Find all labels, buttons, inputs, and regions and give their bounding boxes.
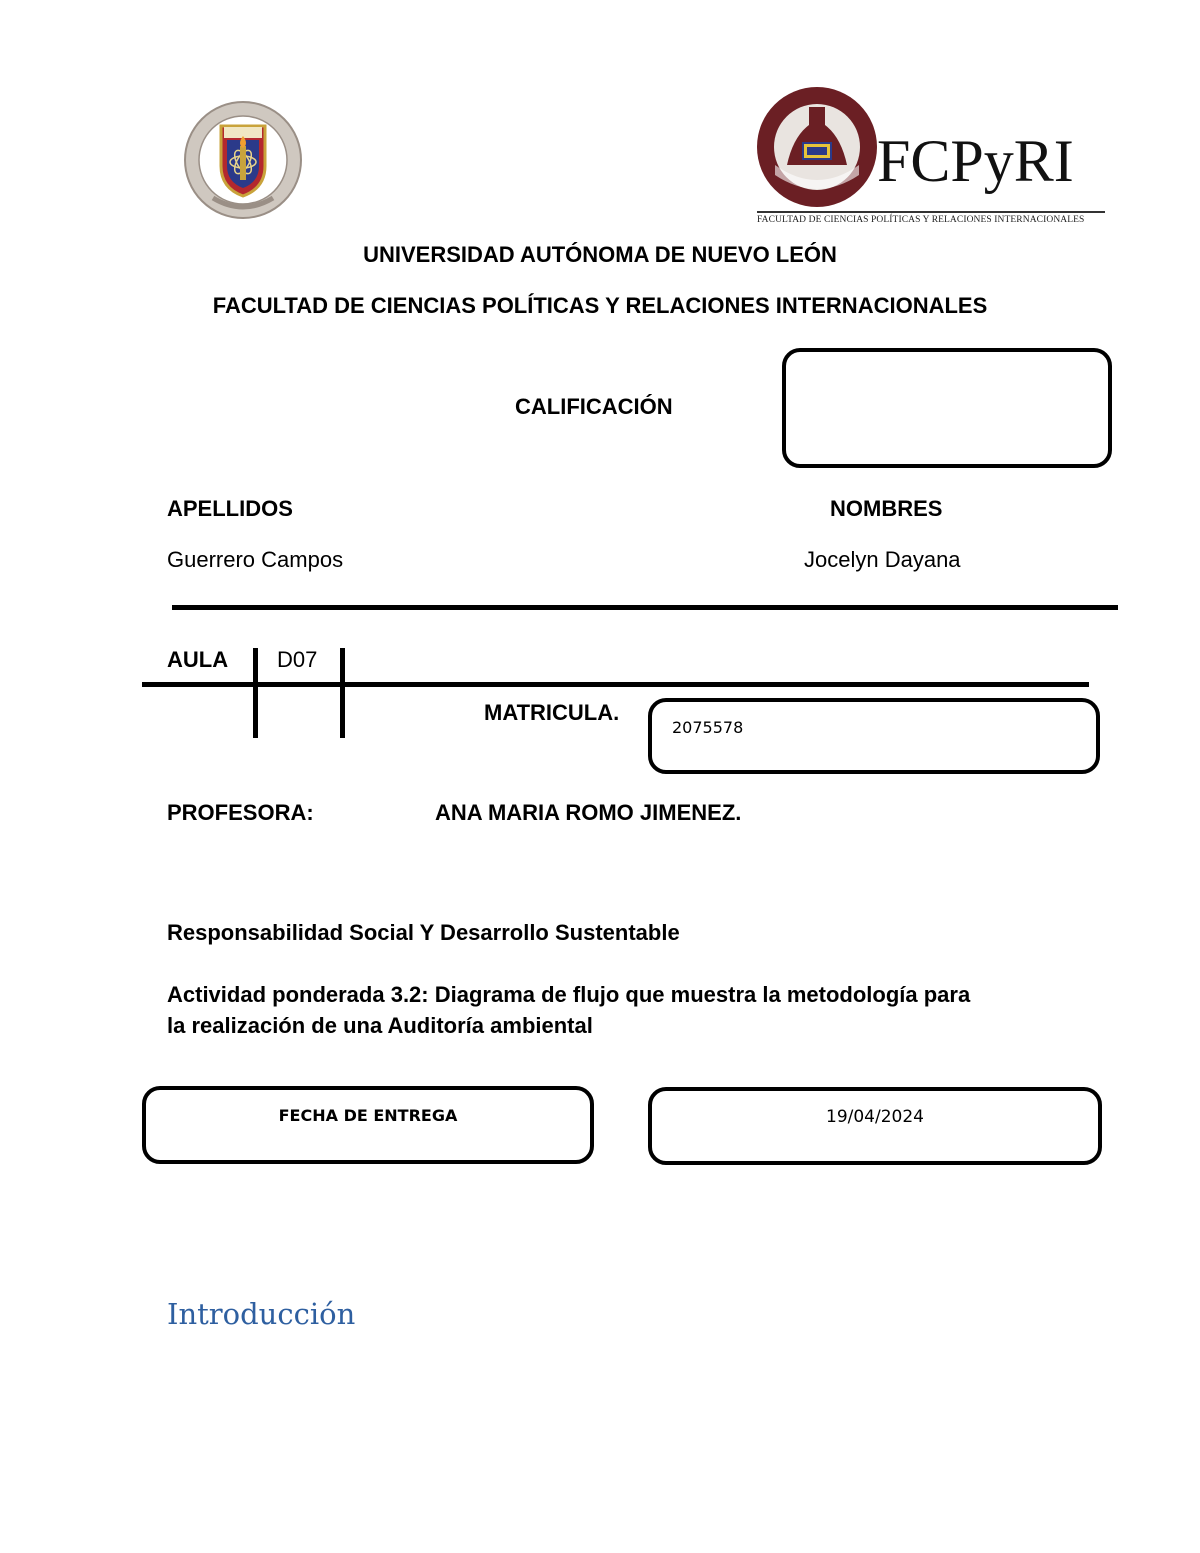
fcpyri-subtitle: FACULTAD DE CIENCIAS POLÍTICAS Y RELACIONES INTERNACIONALES — [757, 215, 1085, 225]
teacher-label: PROFESORA: — [167, 800, 314, 825]
fcpyri-divider — [757, 211, 1105, 213]
id-number-label: MATRICULA. — [484, 700, 620, 725]
activity-title-line2: la realización de una Auditoría ambiental — [167, 1013, 593, 1038]
faculty-title: FACULTAD DE CIENCIAS POLÍTICAS Y RELACIONES INTERNACIONALES — [212, 293, 988, 318]
teacher-value: ANA MARIA ROMO JIMENEZ. — [435, 800, 742, 825]
classroom-divider-right — [340, 648, 345, 738]
delivery-date-value: 19/04/2024 — [826, 1107, 924, 1127]
section-heading: Introducción — [167, 1297, 356, 1331]
grade-box[interactable] — [782, 348, 1112, 468]
separator-line — [172, 605, 1118, 610]
activity-title-line1: Actividad ponderada 3.2: Diagrama de flujo que muestra la metodología para — [167, 982, 971, 1007]
fcpyri-wordmark: FCPyRI — [877, 128, 1074, 194]
classroom-value: D07 — [277, 647, 318, 672]
classroom-line — [142, 682, 1089, 687]
surname-value: Guerrero Campos — [167, 547, 344, 572]
fcpyri-logo — [755, 85, 1105, 230]
delivery-date-box[interactable] — [648, 1087, 1102, 1165]
university-title: UNIVERSIDAD AUTÓNOMA DE NUEVO LEÓN — [363, 242, 837, 267]
surname-label: APELLIDOS — [167, 496, 293, 521]
id-number-box[interactable] — [648, 698, 1100, 774]
delivery-label-box — [142, 1086, 594, 1164]
uanl-seal-logo — [183, 100, 303, 220]
name-value: Jocelyn Dayana — [804, 547, 961, 572]
id-number-value: 2075578 — [672, 718, 744, 737]
classroom-divider-left — [253, 648, 258, 738]
classroom-label: AULA — [167, 647, 229, 672]
name-label: NOMBRES — [830, 496, 943, 521]
delivery-label: FECHA DE ENTREGA — [278, 1106, 458, 1125]
grade-label: CALIFICACIÓN — [515, 394, 673, 419]
course-title: Responsabilidad Social Y Desarrollo Sustentable — [167, 920, 680, 945]
